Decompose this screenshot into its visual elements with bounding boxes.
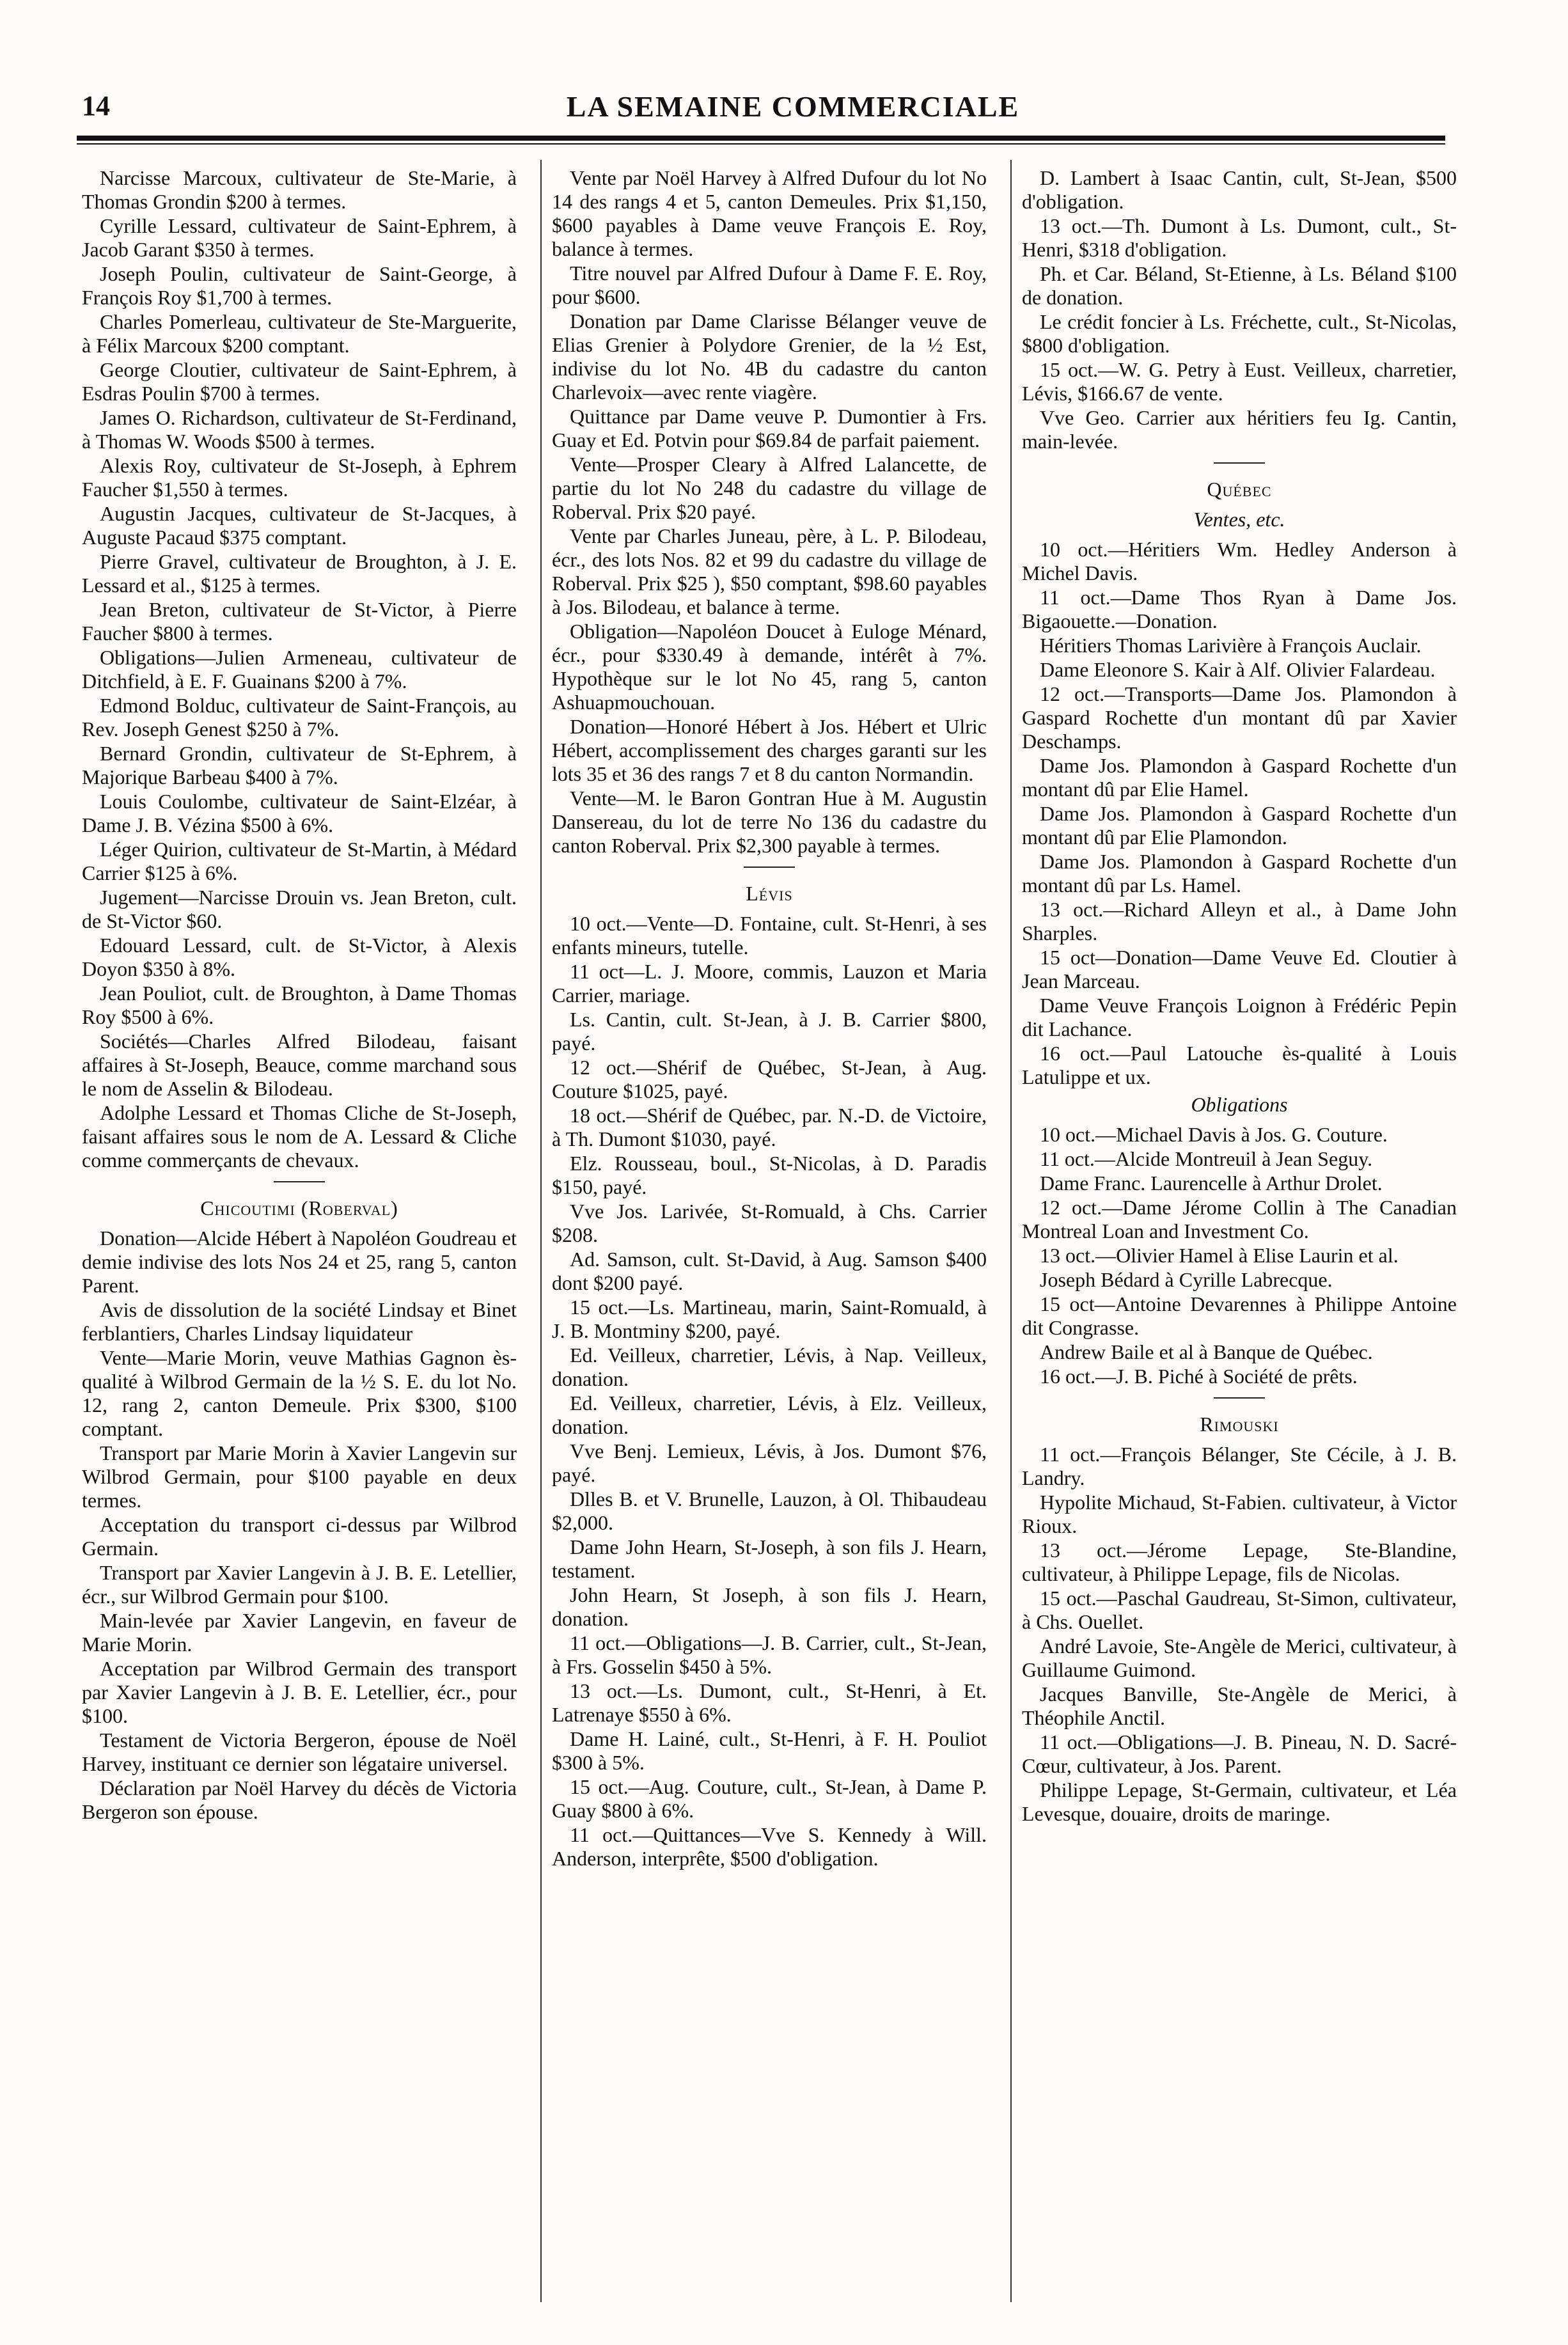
- entry: Elz. Rousseau, boul., St-Nicolas, à D. Paradis $150, payé.: [552, 1152, 987, 1198]
- entry: Vente par Charles Juneau, père, à L. P. Bilodeau, écr., des lots Nos. 82 et 99 du cadastre du village de Roberval. Prix $25 ), $50 comptant, $98.60 payables à Jos. Bilodeau, et balance à terme.: [552, 524, 987, 618]
- entry: Edmond Bolduc, cultivateur de Saint-François, au Rev. Joseph Genest $250 à 7%.: [82, 694, 517, 741]
- entry: Ad. Samson, cult. St-David, à Aug. Samson $400 dont $200 payé.: [552, 1248, 987, 1294]
- entry: 15 oct.—Paschal Gaudreau, St-Simon, cultivateur, à Chs. Ouellet.: [1022, 1587, 1457, 1633]
- entry: 11 oct—L. J. Moore, commis, Lauzon et Maria Carrier, mariage.: [552, 960, 987, 1007]
- entry: Bernard Grondin, cultivateur de St-Ephrem, à Majorique Barbeau $400 à 7%.: [82, 742, 517, 788]
- entry: 13 oct.—Ls. Dumont, cult., St-Henri, à Et. Latrenaye $550 à 6%.: [552, 1679, 987, 1726]
- entry: Transport par Xavier Langevin à J. B. E. Letellier, écr., sur Wilbrod Germain pour $100.: [82, 1561, 517, 1608]
- entry: Dame Eleonore S. Kair à Alf. Olivier Falardeau.: [1040, 658, 1436, 681]
- entry: Acceptation par Wilbrod Germain des transport par Xavier Langevin à J. B. E. Letellier, écr., pour $100.: [82, 1657, 517, 1727]
- entry: 12 oct.—Dame Jérome Collin à The Canadian Montreal Loan and Investment Co.: [1022, 1196, 1457, 1243]
- entry: Jean Pouliot, cult. de Broughton, à Dame Thomas Roy $500 à 6%.: [82, 982, 517, 1028]
- column-2: [552, 166, 987, 2315]
- entry: 11 oct.—Alcide Montreuil à Jean Seguy.: [1040, 1147, 1373, 1170]
- entry: 18 oct.—Shérif de Québec, par. N.-D. de Victoire, à Th. Dumont $1030, payé.: [552, 1104, 987, 1150]
- entry: Dame John Hearn, St-Joseph, à son fils J. Hearn, testament.: [552, 1535, 987, 1582]
- entry: André Lavoie, Ste-Angèle de Merici, cultivateur, à Guillaume Guimond.: [1022, 1635, 1457, 1681]
- entry: Titre nouvel par Alfred Dufour à Dame F. E. Roy, pour $600.: [552, 262, 987, 308]
- entry: 12 oct.—Transports—Dame Jos. Plamondon à Gaspard Rochette d'un montant dû par Xavier Deschamps.: [1022, 682, 1457, 753]
- entry: 15 oct—Antoine Devarennes à Philippe Antoine dit Congrasse.: [1022, 1292, 1457, 1339]
- entry: Dame Jos. Plamondon à Gaspard Rochette d'un montant dû par Ls. Hamel.: [1022, 850, 1457, 897]
- entry: Donation—Honoré Hébert à Jos. Hébert et Ulric Hébert, accomplissement des charges garanti sur les lots 35 et 36 des rangs 7 et 8 du canton Normandin.: [552, 715, 987, 785]
- entry: Léger Quirion, cultivateur de St-Martin, à Médard Carrier $125 à 6%.: [82, 838, 517, 884]
- entry: Charles Pomerleau, cultivateur de Ste-Marguerite, à Félix Marcoux $200 comptant.: [82, 310, 517, 357]
- entry: Andrew Baile et al à Banque de Québec.: [1040, 1340, 1373, 1363]
- entry: Dlles B. et V. Brunelle, Lauzon, à Ol. Thibaudeau $2,000.: [552, 1487, 987, 1534]
- entries-levis: [552, 912, 987, 1871]
- entries-quebec-obligations: [1022, 1123, 1457, 1388]
- entry: Quittance par Dame veuve P. Dumontier à Frs. Guay et Ed. Potvin pour $69.84 de parfait paiement.: [552, 405, 987, 451]
- entry: 15 oct.—W. G. Petry à Eust. Veilleux, charretier, Lévis, $166.67 de vente.: [1022, 358, 1457, 405]
- entry: 11 oct.—Dame Thos Ryan à Dame Jos. Bigaouette.—Donation.: [1022, 586, 1457, 632]
- entry: 11 oct.—François Bélanger, Ste Cécile, à J. B. Landry.: [1022, 1443, 1457, 1489]
- entry: Ls. Cantin, cult. St-Jean, à J. B. Carrier $800, payé.: [552, 1008, 987, 1055]
- section-separator: [274, 1181, 325, 1182]
- section-separator: [1214, 462, 1265, 464]
- heading-levis: Lévis: [746, 882, 793, 905]
- header-rule-thin: [77, 143, 1445, 145]
- subheading-obligations: Obligations: [1191, 1093, 1288, 1116]
- page-header: [77, 90, 1509, 141]
- heading-chicoutimi: Chicoutimi (Roberval): [200, 1196, 398, 1220]
- entry: Transport par Marie Morin à Xavier Langevin sur Wilbrod Germain, pour $100 payable en deux termes.: [82, 1441, 517, 1512]
- entry: Ph. et Car. Béland, St-Etienne, à Ls. Béland $100 de donation.: [1022, 262, 1457, 309]
- entry: Narcisse Marcoux, cultivateur de Ste-Marie, à Thomas Grondin $200 à termes.: [82, 166, 517, 213]
- entry: Edouard Lessard, cult. de St-Victor, à Alexis Doyon $350 à 8%.: [82, 934, 517, 980]
- page-title: LA SEMAINE COMMERCIALE: [566, 90, 1020, 123]
- entry: Jean Breton, cultivateur de St-Victor, à Pierre Faucher $800 à termes.: [82, 598, 517, 645]
- entry: Philippe Lepage, St-Germain, cultivateur, et Léa Levesque, douaire, droits de maringe.: [1022, 1778, 1457, 1825]
- entry: Vve Geo. Carrier aux héritiers feu Ig. Cantin, main-levée.: [1022, 406, 1457, 453]
- entry: Dame Veuve François Loignon à Frédéric Pepin dit Lachance.: [1022, 994, 1457, 1040]
- entry: Héritiers Thomas Larivière à François Auclair.: [1040, 634, 1422, 657]
- entry: 12 oct.—Shérif de Québec, St-Jean, à Aug. Couture $1025, payé.: [552, 1056, 987, 1102]
- entry: Main-levée par Xavier Langevin, en faveur de Marie Morin.: [82, 1609, 517, 1656]
- entry: Alexis Roy, cultivateur de St-Joseph, à Ephrem Faucher $1,550 à termes.: [82, 454, 517, 501]
- entry: Joseph Bédard à Cyrille Labrecque.: [1040, 1268, 1333, 1291]
- entry: 10 oct.—Héritiers Wm. Hedley Anderson à Michel Davis.: [1022, 538, 1457, 584]
- entry: John Hearn, St Joseph, à son fils J. Hearn, donation.: [552, 1583, 987, 1630]
- entry: 11 oct.—Obligations—J. B. Carrier, cult., St-Jean, à Frs. Gosselin $450 à 5%.: [552, 1631, 987, 1678]
- entry: George Cloutier, cultivateur de Saint-Ephrem, à Esdras Poulin $700 à termes.: [82, 358, 517, 405]
- entry: Hypolite Michaud, St-Fabien. cultivateur, à Victor Rioux.: [1022, 1491, 1457, 1537]
- entries-beauce: [82, 166, 517, 1172]
- entry: Obligation—Napoléon Doucet à Euloge Ménard, écr., pour $330.49 à demande, intérêt à 7%. Hypothèque sur le lot No 45, rang 5, canton Ashuapmouchouan.: [552, 620, 987, 714]
- entry: Augustin Jacques, cultivateur de St-Jacques, à Auguste Pacaud $375 comptant.: [82, 502, 517, 549]
- section-separator: [744, 867, 795, 868]
- entries-chicoutimi: [82, 1227, 517, 1824]
- entry: Donation par Dame Clarisse Bélanger veuve de Elias Grenier à Polydore Grenier, de la ½ Est, indivise du lot No. 4B du cadastre du canton Charlevoix—avec rente viagère.: [552, 310, 987, 404]
- entry: Jacques Banville, Ste-Angèle de Merici, à Théophile Anctil.: [1022, 1682, 1457, 1729]
- entry: Louis Coulombe, cultivateur de Saint-Elzéar, à Dame J. B. Vézina $500 à 6%.: [82, 790, 517, 836]
- entry: Ed. Veilleux, charretier, Lévis, à Nap. Veilleux, donation.: [552, 1344, 987, 1390]
- entry: Cyrille Lessard, cultivateur de Saint-Ephrem, à Jacob Garant $350 à termes.: [82, 214, 517, 261]
- entry: Obligations—Julien Armeneau, cultivateur de Ditchfield, à E. F. Guainans $200 à 7%.: [82, 646, 517, 693]
- entry: 13 oct.—Richard Alleyn et al., à Dame John Sharples.: [1022, 898, 1457, 945]
- page-number: 14: [82, 90, 110, 122]
- entry: Vente par Noël Harvey à Alfred Dufour du lot No 14 des rangs 4 et 5, canton Demeules. Prix $1,150, $600 payables à Dame veuve François E. Roy, balance à termes.: [552, 166, 987, 260]
- subheading-ventes: Ventes, etc.: [1193, 508, 1285, 531]
- column-1: [82, 166, 517, 2315]
- entry: James O. Richardson, cultivateur de St-Ferdinand, à Thomas W. Woods $500 à termes.: [82, 406, 517, 453]
- entry: 13 oct.—Olivier Hamel à Elise Laurin et al.: [1040, 1244, 1399, 1267]
- entry: Donation—Alcide Hébert à Napoléon Goudreau et demie indivise des lots Nos 24 et 25, rang 5, canton Parent.: [82, 1227, 517, 1297]
- entry: Dame Jos. Plamondon à Gaspard Rochette d'un montant dû par Elie Hamel.: [1022, 754, 1457, 801]
- entry: Joseph Poulin, cultivateur de Saint-George, à François Roy $1,700 à termes.: [82, 262, 517, 309]
- entry: 10 oct.—Vente—D. Fontaine, cult. St-Henri, à ses enfants mineurs, tutelle.: [552, 912, 987, 959]
- entry: 13 oct.—Th. Dumont à Ls. Dumont, cult., St-Henri, $318 d'obligation.: [1022, 214, 1457, 261]
- entry: Vente—Marie Morin, veuve Mathias Gagnon ès-qualité à Wilbrod Germain de la ½ S. E. du lot No. 12, rang 2, canton Demeule. Prix $300, $100 comptant.: [82, 1346, 517, 1440]
- entry: Dame H. Lainé, cult., St-Henri, à F. H. Pouliot $300 à 5%.: [552, 1727, 987, 1774]
- entry: 11 oct.—Quittances—Vve S. Kennedy à Will. Anderson, interprête, $500 d'obligation.: [552, 1823, 987, 1870]
- entry: D. Lambert à Isaac Cantin, cult, St-Jean, $500 d'obligation.: [1022, 166, 1457, 213]
- columns: [82, 166, 1470, 2315]
- column-3: [1022, 166, 1457, 2315]
- entry: Sociétés—Charles Alfred Bilodeau, faisant affaires à St-Joseph, Beauce, comme marchand sous le nom de Asselin & Bilodeau.: [82, 1030, 517, 1100]
- entries-levis-cont: [1022, 166, 1457, 453]
- entry: Vve Benj. Lemieux, Lévis, à Jos. Dumont $76, payé.: [552, 1439, 987, 1486]
- entry: Testament de Victoria Bergeron, épouse de Noël Harvey, instituant ce dernier son légataire universel.: [82, 1729, 517, 1775]
- entry: 10 oct.—Michael Davis à Jos. G. Couture.: [1040, 1123, 1388, 1146]
- entry: 16 oct.—J. B. Piché à Société de prêts.: [1040, 1365, 1358, 1388]
- entry: Ed. Veilleux, charretier, Lévis, à Elz. Veilleux, donation.: [552, 1392, 987, 1438]
- entry: 15 oct.—Ls. Martineau, marin, Saint-Romuald, à J. B. Montminy $200, payé.: [552, 1296, 987, 1342]
- header-rule: [77, 136, 1445, 141]
- entries-roberval: [552, 166, 987, 858]
- entry: 15 oct.—Aug. Couture, cult., St-Jean, à Dame P. Guay $800 à 6%.: [552, 1775, 987, 1822]
- entry: 16 oct.—Paul Latouche ès-qualité à Louis Latulippe et ux.: [1022, 1042, 1457, 1088]
- entry: 11 oct.—Obligations—J. B. Pineau, N. D. Sacré-Cœur, cultivateur, à Jos. Parent.: [1022, 1730, 1457, 1777]
- entry: Vente—M. le Baron Gontran Hue à M. Augustin Dansereau, du lot de terre No 136 du cadastre du canton Roberval. Prix $2,300 payable à termes.: [552, 787, 987, 857]
- entry: Dame Franc. Laurencelle à Arthur Drolet.: [1040, 1172, 1383, 1195]
- entry: Dame Jos. Plamondon à Gaspard Rochette d'un montant dû par Elie Plamondon.: [1022, 802, 1457, 849]
- entry: Vente—Prosper Cleary à Alfred Lalancette, de partie du lot No 248 du cadastre du village de Roberval. Prix $20 payé.: [552, 453, 987, 523]
- entry: Pierre Gravel, cultivateur de Broughton, à J. E. Lessard et al., $125 à termes.: [82, 550, 517, 597]
- entry: Vve Jos. Larivée, St-Romuald, à Chs. Carrier $208.: [552, 1200, 987, 1246]
- entry: Adolphe Lessard et Thomas Cliche de St-Joseph, faisant affaires sous le nom de A. Lessard & Cliche comme commerçants de chevaux.: [82, 1101, 517, 1172]
- entries-quebec-ventes: [1022, 538, 1457, 1089]
- heading-rimouski: Rimouski: [1200, 1413, 1279, 1436]
- entries-rimouski: [1022, 1443, 1457, 1826]
- entry: Jugement—Narcisse Drouin vs. Jean Breton, cult. de St-Victor $60.: [82, 886, 517, 932]
- heading-quebec: Québec: [1207, 478, 1272, 501]
- entry: Avis de dissolution de la société Lindsay et Binet ferblantiers, Charles Lindsay liquidateur: [82, 1298, 517, 1345]
- entry: 15 oct—Donation—Dame Veuve Ed. Cloutier à Jean Marceau.: [1022, 946, 1457, 992]
- section-separator: [1214, 1397, 1265, 1399]
- entry: Le crédit foncier à Ls. Fréchette, cult., St-Nicolas, $800 d'obligation.: [1022, 310, 1457, 357]
- entry: Acceptation du transport ci-dessus par Wilbrod Germain.: [82, 1513, 517, 1560]
- entry: Déclaration par Noël Harvey du décès de Victoria Bergeron son épouse.: [82, 1776, 517, 1823]
- entry: 13 oct.—Jérome Lepage, Ste-Blandine, cultivateur, à Philippe Lepage, fils de Nicolas.: [1022, 1539, 1457, 1585]
